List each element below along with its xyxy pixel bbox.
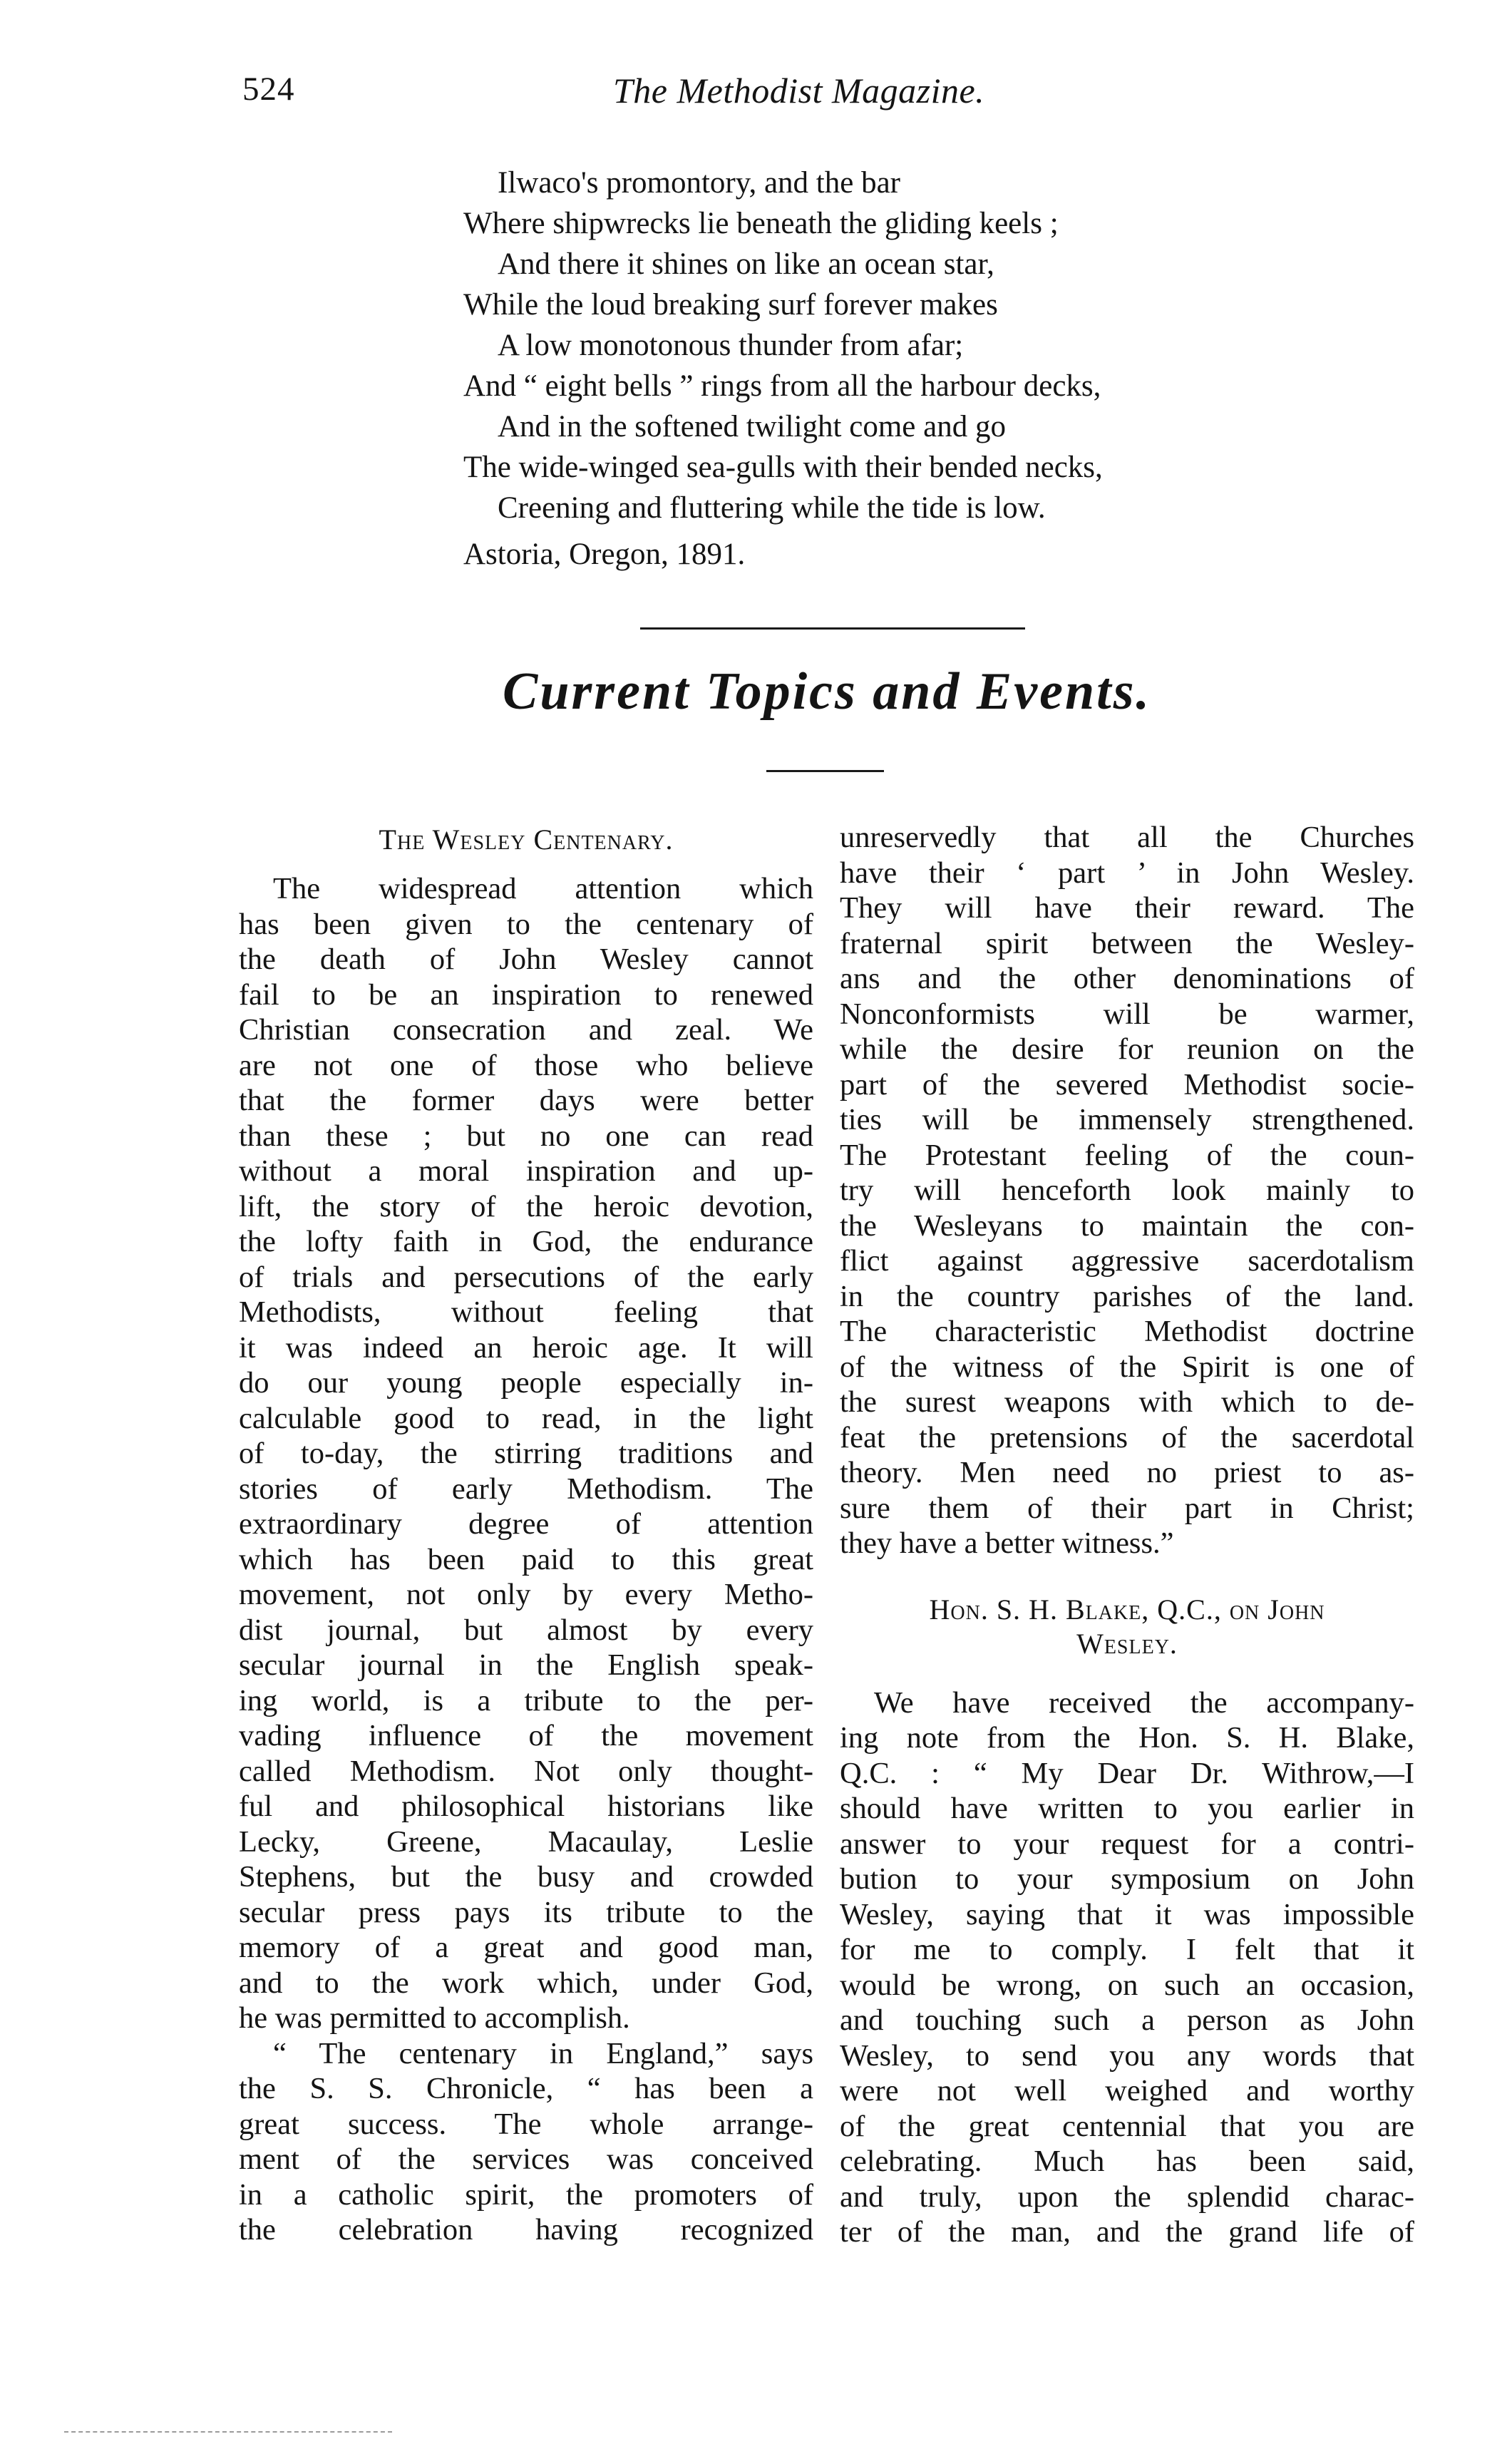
text-line: lift, the story of the heroic devotion, — [239, 1189, 813, 1223]
text-line: should have written to you earlier in — [840, 1792, 1414, 1825]
text-line: ter of the man, and the grand life of — [840, 2215, 1414, 2249]
text-line: Nonconformists will be warmer, — [840, 997, 1414, 1031]
left-column — [239, 820, 813, 2248]
scan-artifact — [64, 2431, 392, 2433]
text-line: We have received the accompany- — [874, 1685, 1414, 1720]
text-line: the Wesleyans to maintain the con- — [840, 1208, 1414, 1243]
text-line: of the great centennial that you are — [840, 2109, 1414, 2143]
text-line: and to the work which, under God, — [239, 1966, 813, 2000]
text-line: theory. Men need no priest to as- — [840, 1456, 1414, 1489]
text-line: Wesley, saying that it was impossible — [840, 1897, 1414, 1931]
text-line: unreservedly that all the Churches — [840, 821, 1414, 854]
text-line: of the witness of the Spirit is one of — [840, 1350, 1414, 1384]
poem-lines — [463, 163, 1319, 528]
text-line: Christian consecration and zeal. We — [239, 1013, 813, 1047]
text-line: are not one of those who believe — [239, 1048, 813, 1082]
text-line: ful and philosophical historians like — [239, 1790, 813, 1823]
poem-line: And in the softened twilight come and go — [498, 410, 1006, 443]
text-line: it was indeed an heroic age. It will — [239, 1330, 813, 1365]
text-line: which has been paid to this great — [239, 1542, 813, 1576]
text-line: Lecky, Greene, Macaulay, Leslie — [239, 1824, 813, 1859]
text-line: Stephens, but the busy and crowded — [239, 1860, 813, 1894]
poem-line: Ilwaco's promontory, and the bar — [498, 166, 900, 200]
right-column — [840, 820, 1414, 2250]
text-line: try will henceforth look mainly to — [840, 1174, 1414, 1207]
text-line: ing note from the Hon. S. H. Blake, — [840, 1721, 1414, 1755]
text-line: have their ‘ part ’ in John Wesley. — [840, 856, 1414, 890]
text-line: “ The centenary in England,” says — [273, 2036, 813, 2070]
text-line: and truly, upon the splendid charac- — [840, 2179, 1414, 2214]
text-line: bution to your symposium on John — [840, 1862, 1414, 1896]
text-line: of trials and persecutions of the early — [239, 1260, 813, 1294]
article-heading-wesley-centenary: The Wesley Centenary. — [379, 823, 674, 856]
text-line: he was permitted to accomplish. — [239, 2001, 630, 2035]
text-line: without a moral inspiration and up- — [239, 1154, 813, 1188]
poem-line: A low monotonous thunder from afar; — [498, 329, 964, 362]
text-line: dist journal, but almost by every — [239, 1613, 813, 1647]
text-line: has been given to the centenary of — [239, 907, 813, 941]
text-line: fraternal spirit between the Wesley- — [840, 926, 1414, 960]
poem-line: And there it shines on like an ocean star, — [498, 247, 994, 281]
text-line: in a catholic spirit, the promoters of — [239, 2177, 813, 2212]
running-title: The Methodist Magazine. — [613, 71, 985, 111]
text-line: the death of John Wesley cannot — [239, 943, 813, 976]
text-line: while the desire for reunion on the — [840, 1032, 1414, 1066]
text-line: ment of the services was conceived — [239, 2142, 813, 2176]
section-heading: Current Topics and Events. — [503, 662, 1151, 721]
article-body-blake — [840, 1685, 1414, 2250]
poem-line: Creening and fluttering while the tide is low. — [498, 491, 1046, 525]
text-line: for me to comply. I felt that it — [840, 1933, 1414, 1966]
text-line: in the country parishes of the land. — [840, 1279, 1414, 1313]
text-line: vading influence of the movement — [239, 1719, 813, 1752]
text-line: Q.C. : “ My Dear Dr. Withrow,—I — [840, 1756, 1414, 1790]
text-line: secular journal in the English speak- — [239, 1648, 813, 1682]
text-line: calculable good to read, in the light — [239, 1401, 813, 1435]
poem-line: While the loud breaking surf forever makes — [463, 288, 998, 322]
text-line: movement, not only by every Metho- — [239, 1578, 813, 1611]
text-line: called Methodism. Not only thought- — [239, 1754, 813, 1788]
text-line: do our young people especially in- — [239, 1366, 813, 1400]
text-line: the lofty faith in God, the endurance — [239, 1225, 813, 1258]
text-line: feat the pretensions of the sacerdotal — [840, 1420, 1414, 1454]
text-line: celebrating. Much has been said, — [840, 2145, 1414, 2178]
text-line: flict against aggressive sacerdotalism — [840, 1244, 1414, 1278]
text-line: the surest weapons with which to de- — [840, 1385, 1414, 1419]
text-line: stories of early Methodism. The — [239, 1472, 813, 1506]
text-line: ties will be immensely strengthened. — [840, 1103, 1414, 1136]
text-line: ing world, is a tribute to the per- — [239, 1683, 813, 1718]
article-heading-blake-line2: Wesley. — [1076, 1627, 1178, 1660]
text-line: sure them of their part in Christ; — [840, 1491, 1414, 1525]
text-line: memory of a great and good man, — [239, 1931, 813, 1964]
article-heading-blake — [840, 1593, 1414, 1661]
poem — [463, 163, 1319, 575]
page-number: 524 — [242, 71, 295, 108]
text-line: They will have their reward. The — [840, 891, 1414, 925]
poem-line: Where shipwrecks lie beneath the gliding keels ; — [463, 207, 1059, 240]
text-line: Methodists, without feeling that — [239, 1295, 813, 1329]
text-line: they have a better witness.” — [840, 1526, 1174, 1560]
text-line: and touching such a person as John — [840, 2003, 1414, 2037]
text-line: answer to your request for a contri- — [840, 1827, 1414, 1861]
article-body-wesley-centenary — [239, 871, 813, 2248]
text-line: extraordinary degree of attention — [239, 1507, 813, 1541]
section-rule-top — [640, 627, 1025, 630]
article-heading-blake-line1: Hon. S. H. Blake, Q.C., on John — [929, 1593, 1325, 1626]
article-body-continued — [840, 820, 1414, 1561]
text-line: part of the severed Methodist socie- — [840, 1067, 1414, 1102]
text-line: fail to be an inspiration to renewed — [239, 977, 813, 1012]
text-line: Wesley, to send you any words that — [840, 2038, 1414, 2073]
text-line: of to-day, the stirring traditions and — [239, 1437, 813, 1470]
poem-line: The wide-winged sea-gulls with their bended necks, — [463, 451, 1103, 484]
text-line: that the former days were better — [239, 1084, 813, 1117]
text-line: the celebration having recognized — [239, 2213, 813, 2247]
text-line: The widespread attention which — [273, 872, 813, 905]
text-line: The characteristic Methodist doctrine — [840, 1315, 1414, 1348]
text-line: The Protestant feeling of the coun- — [840, 1138, 1414, 1172]
text-line: great success. The whole arrange- — [239, 2107, 813, 2141]
text-line: the S. S. Chronicle, “ has been a — [239, 2072, 813, 2105]
section-rule-bottom — [766, 770, 884, 772]
text-line: ans and the other denominations of — [840, 962, 1414, 995]
text-line: than these ; but no one can read — [239, 1119, 813, 1153]
text-line: would be wrong, on such an occasion, — [840, 1968, 1414, 2002]
text-line: were not well weighed and worthy — [840, 2074, 1414, 2107]
text-line: secular press pays its tribute to the — [239, 1895, 813, 1929]
poem-line: And “ eight bells ” rings from all the harbour decks, — [463, 369, 1101, 403]
poem-signature: Astoria, Oregon, 1891. — [463, 538, 746, 571]
